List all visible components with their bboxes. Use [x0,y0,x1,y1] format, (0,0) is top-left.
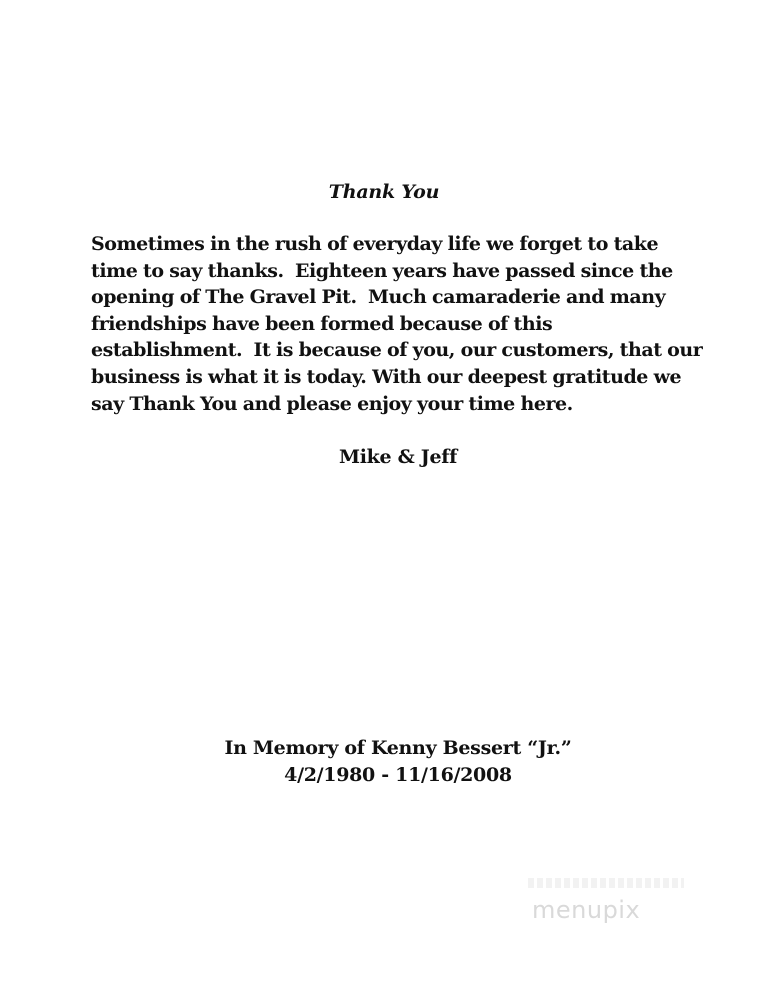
paragraph-line: friendships have been formed because of this [91,312,553,335]
paragraph-line: establishment. It is because of you, our customers, that our [91,339,703,362]
paragraph-line: time to say thanks. Eighteen years have passed since the [91,259,673,282]
watermark-decoration [528,878,684,888]
paragraph-line: business is what it is today. With our deepest gratitude we [91,365,682,388]
thank-you-paragraph [91,231,713,417]
memorial-dates: 4/2/1980 - 11/16/2008 [284,764,512,786]
memorial-dedication [0,735,768,789]
page-title: Thank You [328,181,440,203]
memorial-name: In Memory of Kenny Bessert “Jr.” [224,737,572,759]
paragraph-line: say Thank You and please enjoy your time here. [91,392,573,415]
paragraph-line: Sometimes in the rush of everyday life we forget to take [91,233,659,255]
signature: Mike & Jeff [338,446,457,468]
watermark-logo: menupix [532,896,641,924]
paragraph-line: opening of The Gravel Pit. Much camaraderie and many [91,286,666,309]
